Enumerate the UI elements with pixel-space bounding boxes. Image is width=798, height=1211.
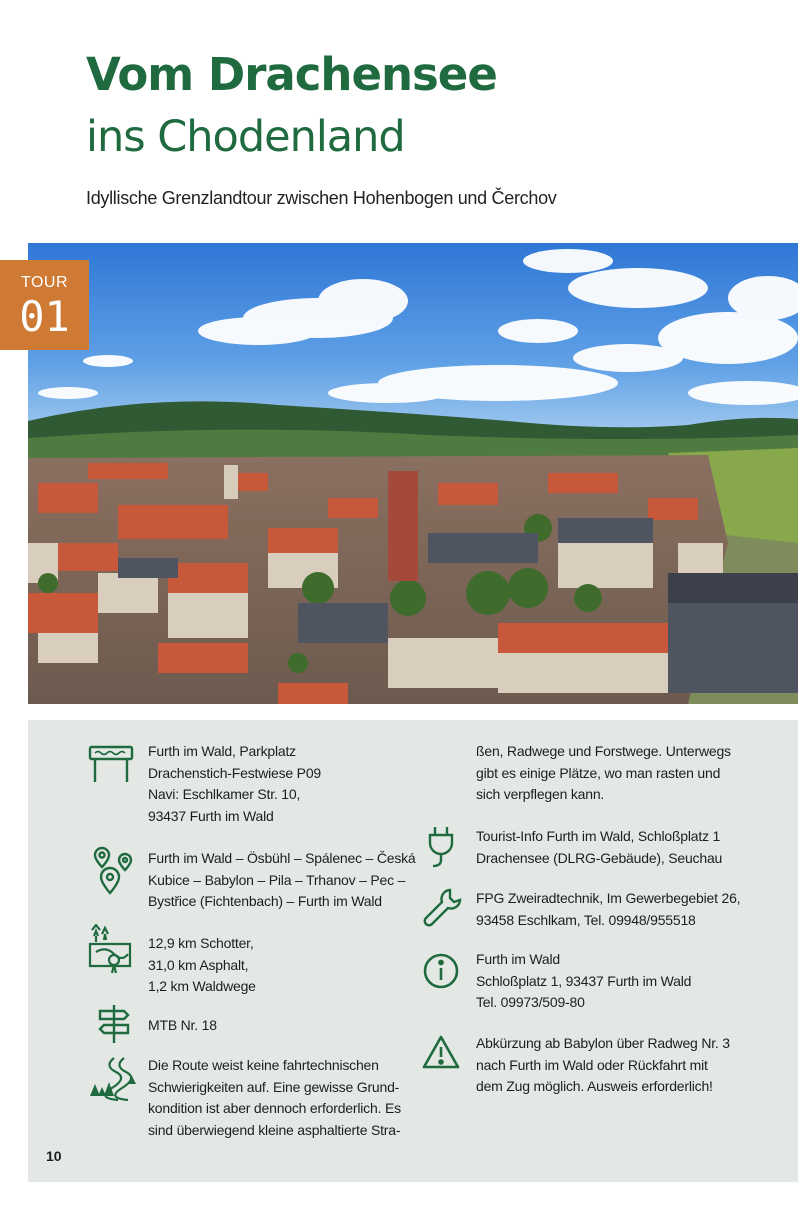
start-ziel-sign-icon [88,744,134,784]
tour-badge-label: TOUR [20,274,69,291]
info-charging: Tourist-Info Furth im Wald, Schloßplatz 1 Drachensee (DLRG-Gebäude), Seuchau [476,828,723,866]
location-pins-icon [92,846,134,896]
plug-icon [426,825,456,869]
winding-road-icon [84,1056,138,1102]
page-title: Vom Drachensee [86,48,497,101]
info-tourist-info: Furth im Wald Schloßplatz 1, 93437 Furth im Wald Tel. 09973/509-80 [476,951,692,1010]
info-surface: 12,9 km Schotter, 31,0 km Asphalt, 1,2 km Waldwege [148,935,256,994]
warning-icon [421,1034,461,1070]
info-repair: FPG Zweiradtechnik, Im Gewerbegebiet 26, 93458 Eschlkam, Tel. 09948/955518 [476,890,741,928]
info-difficulty-continued: ßen, Radwege und Forstwege. Unterwegs gibt es einige Plätze, wo man rasten und sich verpflegen kann. [476,743,731,802]
page-number: 10 [46,1148,62,1164]
terrain-map-icon [88,924,136,976]
page-title-line2: ins Chodenland [86,112,405,162]
info-signpost: MTB Nr. 18 [148,1017,217,1033]
info-warning: Abkürzung ab Babylon über Radweg Nr. 3 nach Furth im Wald oder Rückfahrt mit dem Zug möglich. Ausweis erforderlich! [476,1035,730,1094]
aerial-town-photo [28,243,798,704]
info-route: Furth im Wald – Ösbühl – Spálenec – Česká Kubice – Babylon – Pila – Trhanov – Pec – Bystřice (Fichtenbach) – Furth im Wald [148,850,416,909]
tour-badge [0,260,89,350]
info-difficulty: Die Route weist keine fahrtechnischen Schwierigkeiten auf. Eine gewisse Grund- kondition ist aber dennoch erforderlich. Es sind überwiegend kleine asphaltierte Stra- [148,1057,401,1138]
page-subtitle: Idyllische Grenzlandtour zwischen Hohenbogen und Čerchov [86,188,557,208]
info-start: Furth im Wald, Parkplatz Drachenstich-Festwiese P09 Navi: Eschlkamer Str. 10, 93437 Furth im Wald [148,743,321,824]
tour-badge-number: 01 [19,292,70,341]
info-icon [422,952,460,990]
wrench-icon [422,888,462,928]
signpost-icon [96,1003,132,1045]
